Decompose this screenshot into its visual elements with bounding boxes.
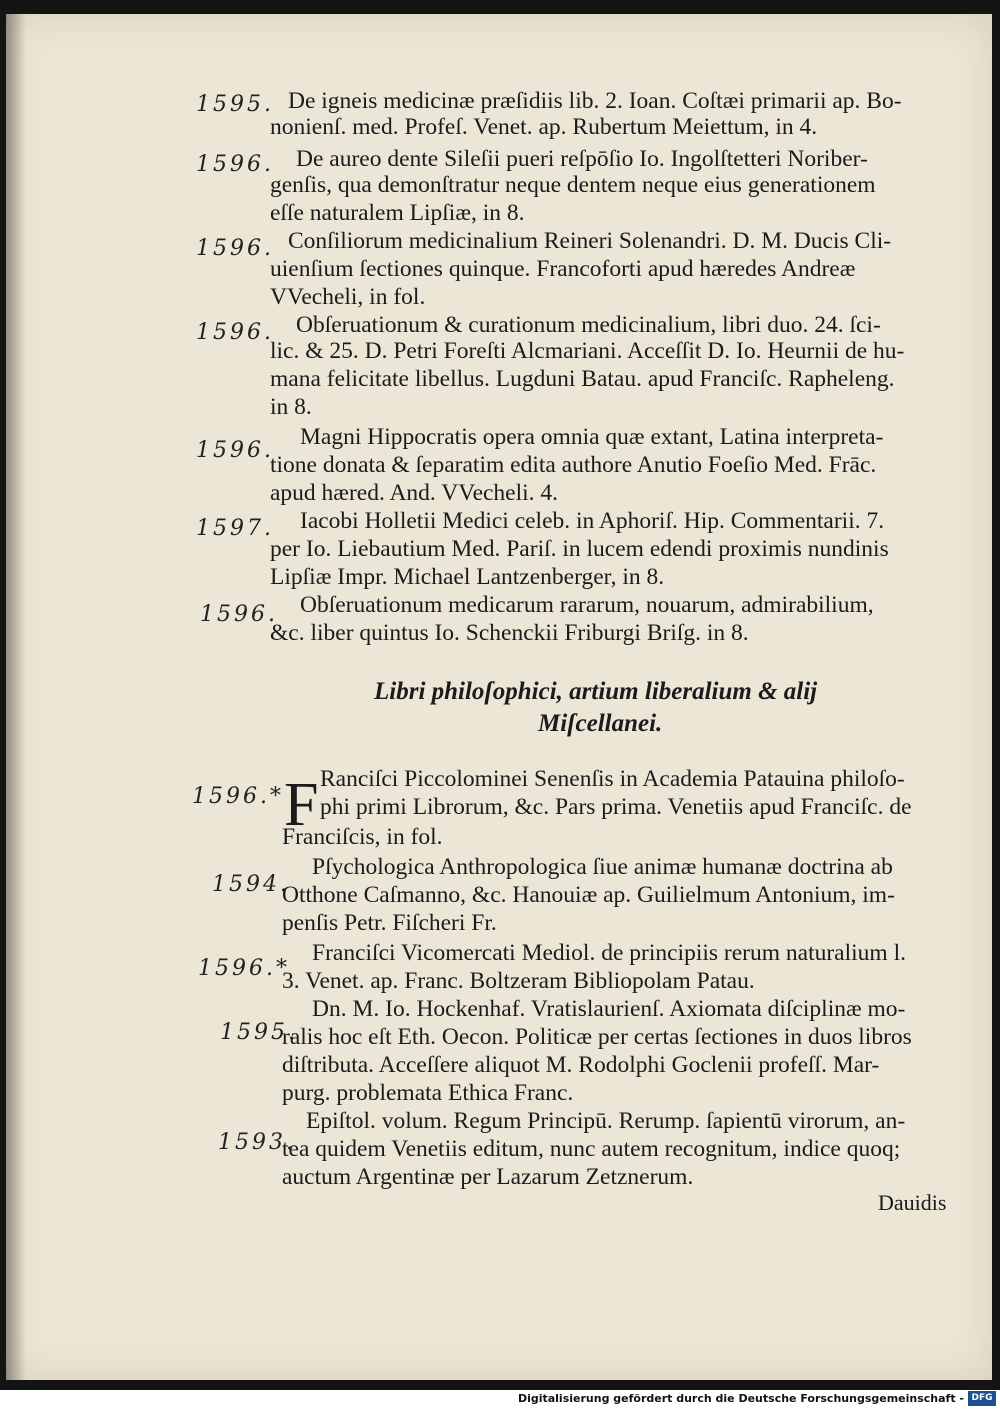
entry-line: Franciſci Vicomercati Mediol. de principiis rerum naturalium l. xyxy=(312,940,906,966)
entry-line: auctum Argentinæ per Lazarum Zetznerum. xyxy=(282,1164,694,1190)
entry-line: ralis hoc eſt Eth. Oecon. Politicæ per certas ſectiones in duos libros xyxy=(282,1024,912,1050)
entry-line: phi primi Librorum, &c. Pars prima. Venetiis apud Franciſc. de xyxy=(320,794,912,820)
entry-year: 1596. xyxy=(196,320,274,345)
section-heading-line2: Miſcellanei. xyxy=(538,710,663,737)
dfg-logo-icon: DFG xyxy=(968,1391,996,1406)
entry-year: 1596.* xyxy=(192,784,284,809)
entry-line: diſtributa. Acceſſere aliquot M. Rodolphi Goclenii profeſſ. Mar- xyxy=(282,1052,880,1078)
entry-line: Ranciſci Piccolominei Senenſis in Academia Patauina philoſo- xyxy=(320,766,905,792)
drop-cap: F xyxy=(284,771,319,839)
entry-year: 1596.* xyxy=(198,956,290,981)
entry-year: 1597. xyxy=(196,516,274,541)
entry-year: 1596. xyxy=(196,236,274,261)
entry-line: nonienſ. med. Profeſ. Venet. ap. Rubertum Meiettum, in 4. xyxy=(270,114,818,140)
entry-line: De aureo dente Sileſii pueri reſpōſio Io. Ingolſtetteri Noriber- xyxy=(296,146,868,172)
entry-line: De igneis medicinæ præſidiis lib. 2. Ioan. Coſtæi primarii ap. Bo- xyxy=(288,88,902,114)
footer-credit: Digitalisierung gefördert durch die Deutsche Forschungsgemeinschaft - xyxy=(517,1392,964,1405)
entry-line: Lipſiæ Impr. Michael Lantzenberger, in 8. xyxy=(270,564,665,590)
entry-line: purg. problemata Ethica Franc. xyxy=(282,1080,574,1106)
section-heading-line1: Libri philoſophici, artium liberalium & alij xyxy=(374,678,818,705)
entry-line: Iacobi Holletii Medici celeb. in Aphoriſ. Hip. Commentarii. 7. xyxy=(300,508,885,534)
entry-year: 1595. xyxy=(220,1020,298,1045)
entry-line: penſis Petr. Fiſcheri Fr. xyxy=(282,910,497,936)
entry-line: Conſiliorum medicinalium Reineri Solenandri. D. M. Ducis Cli- xyxy=(288,228,892,254)
entry-line: Pſychologica Anthropologica ſiue animæ humanæ doctrina ab xyxy=(312,854,893,880)
entry-line: Dn. M. Io. Hockenhaf. Vratislaurienſ. Axiomata diſciplinæ mo- xyxy=(312,996,906,1022)
entry-line: apud hæred. And. VVecheli. 4. xyxy=(270,480,559,506)
entry-year: 1594. xyxy=(212,872,290,897)
entry-line: &c. liber quintus Io. Schenckii Friburgi Briſg. in 8. xyxy=(270,620,749,646)
entry-line: VVecheli, in fol. xyxy=(270,284,426,310)
entry-line: mana felicitate libellus. Lugduni Batau. apud Franciſc. Rapheleng. xyxy=(270,366,895,392)
entry-line: 3. Venet. ap. Franc. Boltzeram Bibliopolam Patau. xyxy=(282,968,755,994)
book-page xyxy=(6,14,992,1380)
entry-line: in 8. xyxy=(270,394,312,420)
entry-year: 1596. xyxy=(196,438,274,463)
entry-line: eſſe naturalem Lipſiæ, in 8. xyxy=(270,200,525,226)
entry-line: tione donata & ſeparatim edita authore Anutio Foeſio Med. Frāc. xyxy=(270,452,877,478)
entry-line: uienſium ſectiones quinque. Francoforti apud hæredes Andreæ xyxy=(270,256,856,282)
catchword: Dauidis xyxy=(878,1190,947,1215)
entry-line: per Io. Liebautium Med. Pariſ. in lucem edendi proximis nundinis xyxy=(270,536,889,562)
entry-line: genſis, qua demonſtratur neque dentem neque eius generationem xyxy=(270,172,876,198)
entry-year: 1596. xyxy=(200,602,278,627)
entry-line: Magni Hippocratis opera omnia quæ extant, Latina interpreta- xyxy=(300,424,884,450)
entry-line: lic. & 25. D. Petri Foreſti Alcmariani. Acceſſit D. Io. Heurnii de hu- xyxy=(270,338,905,364)
entry-line: Otthone Caſmanno, &c. Hanouiæ ap. Guilielmum Antonium, im- xyxy=(282,882,895,908)
entry-line: Obſeruationum medicarum rararum, nouarum, admirabilium, xyxy=(300,592,874,618)
entry-year: 1595. xyxy=(196,92,274,117)
footer-bar xyxy=(0,1390,1000,1409)
entry-year: 1593. xyxy=(218,1130,296,1155)
entry-line: Epiſtol. volum. Regum Principū. Rerump. ſapientū virorum, an- xyxy=(306,1108,906,1134)
entry-line: tea quidem Venetiis editum, nunc autem recognitum, indice quoq; xyxy=(282,1136,901,1162)
entry-line: Franciſcis, in fol. xyxy=(282,824,443,850)
gutter-shadow xyxy=(6,14,26,1380)
entry-line: Obſeruationum & curationum medicinalium, libri duo. 24. ſci- xyxy=(296,312,881,338)
entry-year: 1596. xyxy=(196,152,274,177)
